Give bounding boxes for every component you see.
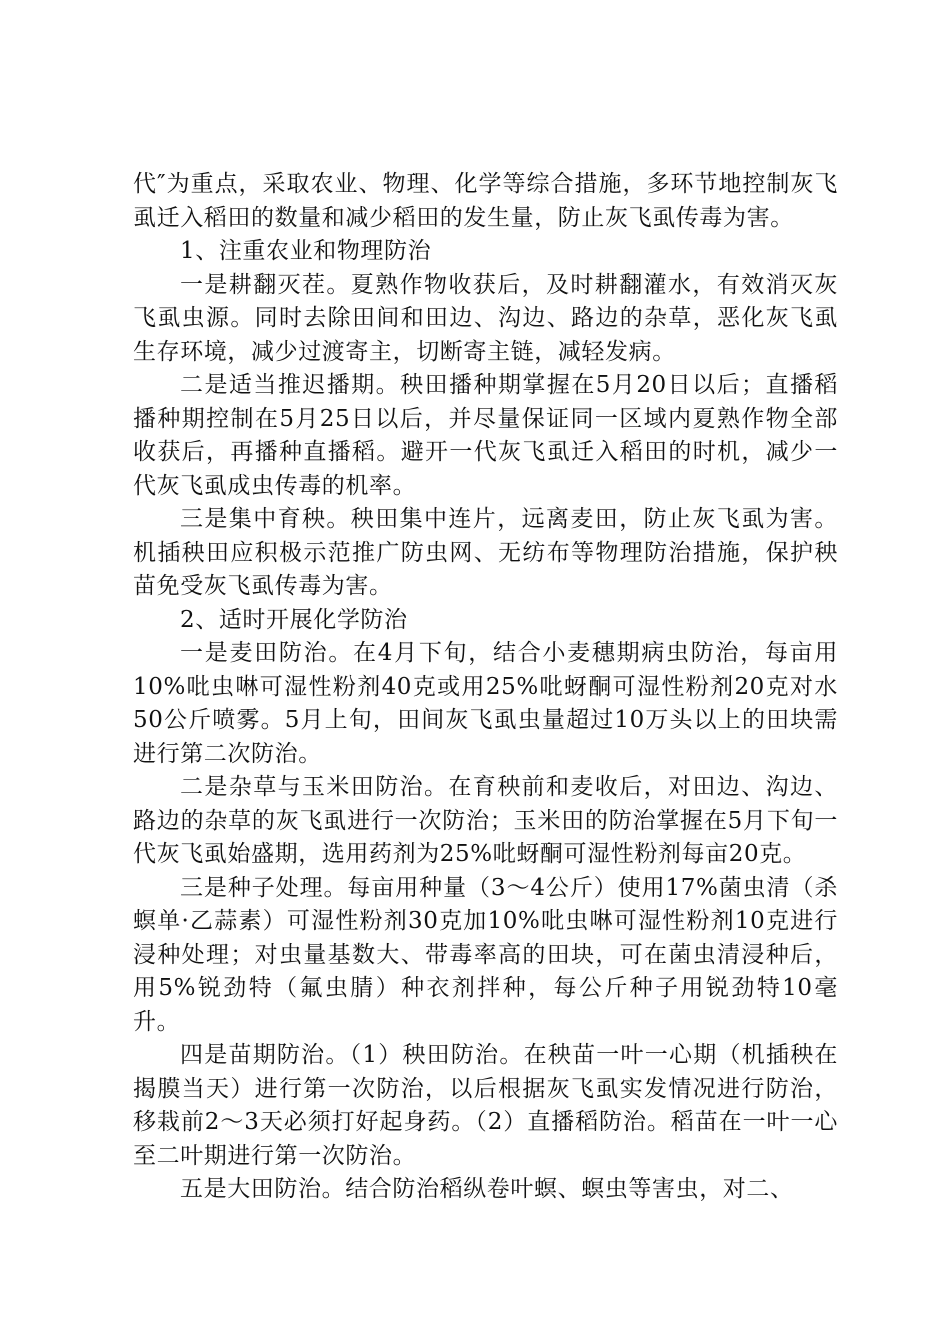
section-heading-agricultural-physical: 1、注重农业和物理防治 xyxy=(180,238,432,264)
paragraph-tillage: 一是耕翻灭茬。夏熟作物收获后，及时耕翻灌水，有效消灭灰飞虱虫源。同时去除田间和田边、沟边、路边的杂草，恶化灰飞虱生存环境，减少过渡寄主，切断寄主链，减轻发病。 xyxy=(133,271,838,365)
document-body xyxy=(133,168,838,1207)
section-heading-chemical-control: 2、适时开展化学防治 xyxy=(180,606,408,633)
paragraph-delay-sowing: 二是适当推迟播期。秧田播种期掌握在5月20日以后；直播稻播种期控制在5月25日以后，并尽量保证同一区域内夏熟作物全部收获后，再播种直播稻。避开一代灰飞虱迁入稻田的时机，减少一代灰飞虱成虫传毒的机率。 xyxy=(133,372,838,499)
paragraph-seedling-stage: 四是苗期防治。（1）秧田防治。在秧苗一叶一心期（机插秧在揭膜当天）进行第一次防治，以后根据灰飞虱实发情况进行防治，移栽前2～3天必须打好起身药。（2）直播稻防治。稻苗在一叶一心至二叶期进行第一次防治。 xyxy=(133,1042,838,1169)
paragraph-weeds-corn: 二是杂草与玉米田防治。在育秧前和麦收后，对田边、沟边、路边的杂草的灰飞虱进行一次防治；玉米田的防治掌握在5月下旬一代灰飞虱始盛期，选用药剂为25%吡蚜酮可湿性粉剂每亩20克。 xyxy=(133,774,838,867)
paragraph-field-control: 五是大田防治。结合防治稻纵卷叶螟、螟虫等害虫，对二、 xyxy=(180,1176,794,1202)
paragraph-intro-continuation: 代″为重点，采取农业、物理、化学等综合措施，多环节地控制灰飞虱迁入稻田的数量和减少稻田的发生量，防止灰飞虱传毒为害。 xyxy=(133,171,838,231)
paragraph-wheat-field: 一是麦田防治。在4月下旬，结合小麦穗期病虫防治，每亩用10%吡虫啉可湿性粉剂40克或用25%吡蚜酮可湿性粉剂20克对水50公斤喷雾。5月上旬，田间灰飞虱虫量超过10万头以上的田块需进行第二次防治。 xyxy=(133,640,838,767)
paragraph-centralized-seedling: 三是集中育秧。秧田集中连片，远离麦田，防止灰飞虱为害。机插秧田应积极示范推广防虫网、无纺布等物理防治措施，保护秧苗免受灰飞虱传毒为害。 xyxy=(133,506,838,599)
paragraph-seed-treatment: 三是种子处理。每亩用种量（3～4公斤）使用17%菌虫清（杀螟单·乙蒜素）可湿性粉剂30克加10%吡虫啉可湿性粉剂10克进行浸种处理；对虫量基数大、带毒率高的田块，可在菌虫清浸种后，用5%锐劲特（氟虫腈）种衣剂拌种，每公斤种子用锐劲特10毫升。 xyxy=(133,874,838,1035)
